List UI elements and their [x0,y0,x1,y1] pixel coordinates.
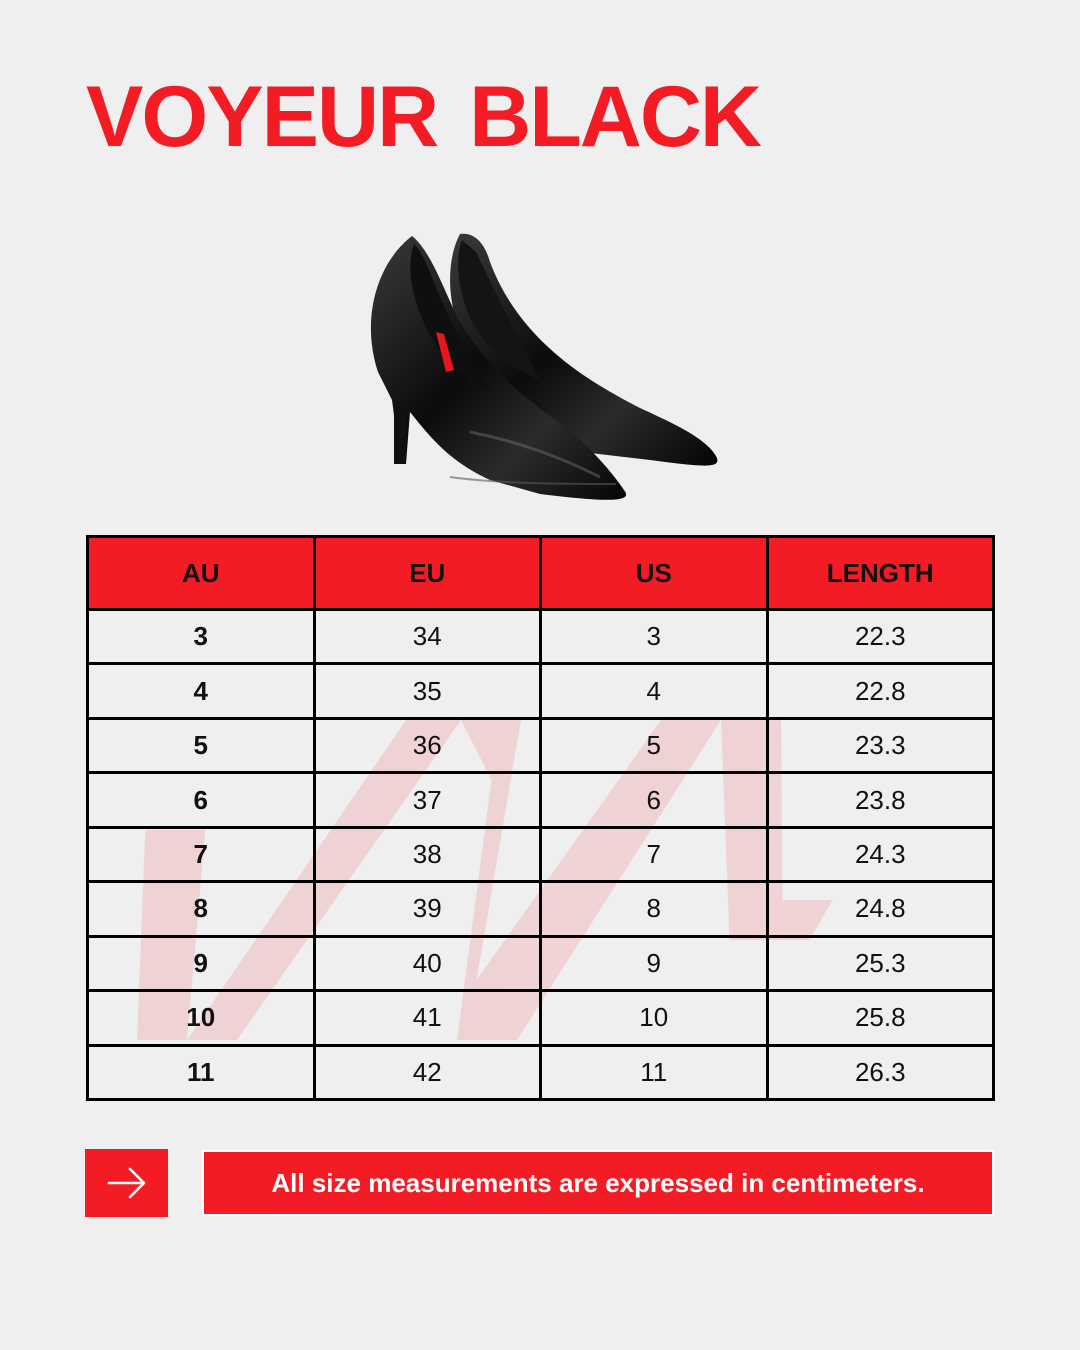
length-value: 24.3 [767,827,994,881]
au-size: 7 [88,827,315,881]
us-size: 10 [541,991,768,1045]
measurement-note: All size measurements are expressed in centimeters. [202,1150,994,1216]
eu-size: 39 [314,882,541,936]
length-value: 25.3 [767,936,994,990]
eu-size: 42 [314,1045,541,1100]
arrow-right-icon [106,1166,148,1200]
eu-size: 41 [314,991,541,1045]
table-row [88,827,994,881]
us-size: 3 [541,610,768,664]
table-row [88,1045,994,1100]
table-row [88,773,994,827]
au-size: 9 [88,936,315,990]
au-size: 3 [88,610,315,664]
us-size: 5 [541,718,768,772]
table-row [88,610,994,664]
eu-size: 37 [314,773,541,827]
length-value: 26.3 [767,1045,994,1100]
table-row [88,991,994,1045]
us-size: 9 [541,936,768,990]
column-header-eu: EU [314,537,541,610]
length-value: 25.8 [767,991,994,1045]
au-size: 11 [88,1045,315,1100]
eu-size: 40 [314,936,541,990]
size-rows [88,610,994,1100]
table-row [88,882,994,936]
size-chart-table [86,535,995,1101]
au-size: 8 [88,882,315,936]
product-image [350,222,730,512]
table-header-row [88,537,994,610]
column-header-length: LENGTH [767,537,994,610]
length-value: 22.8 [767,664,994,718]
arrow-button[interactable] [85,1149,168,1217]
us-size: 8 [541,882,768,936]
table-row [88,664,994,718]
table-row [88,936,994,990]
column-header-au: AU [88,537,315,610]
au-size: 6 [88,773,315,827]
eu-size: 34 [314,610,541,664]
eu-size: 35 [314,664,541,718]
page-title: VOYEUR BLACK [86,69,761,165]
us-size: 11 [541,1045,768,1100]
au-size: 5 [88,718,315,772]
length-value: 22.3 [767,610,994,664]
length-value: 23.3 [767,718,994,772]
us-size: 7 [541,827,768,881]
au-size: 10 [88,991,315,1045]
column-header-us: US [541,537,768,610]
eu-size: 38 [314,827,541,881]
length-value: 24.8 [767,882,994,936]
au-size: 4 [88,664,315,718]
length-value: 23.8 [767,773,994,827]
eu-size: 36 [314,718,541,772]
us-size: 4 [541,664,768,718]
table-row [88,718,994,772]
us-size: 6 [541,773,768,827]
